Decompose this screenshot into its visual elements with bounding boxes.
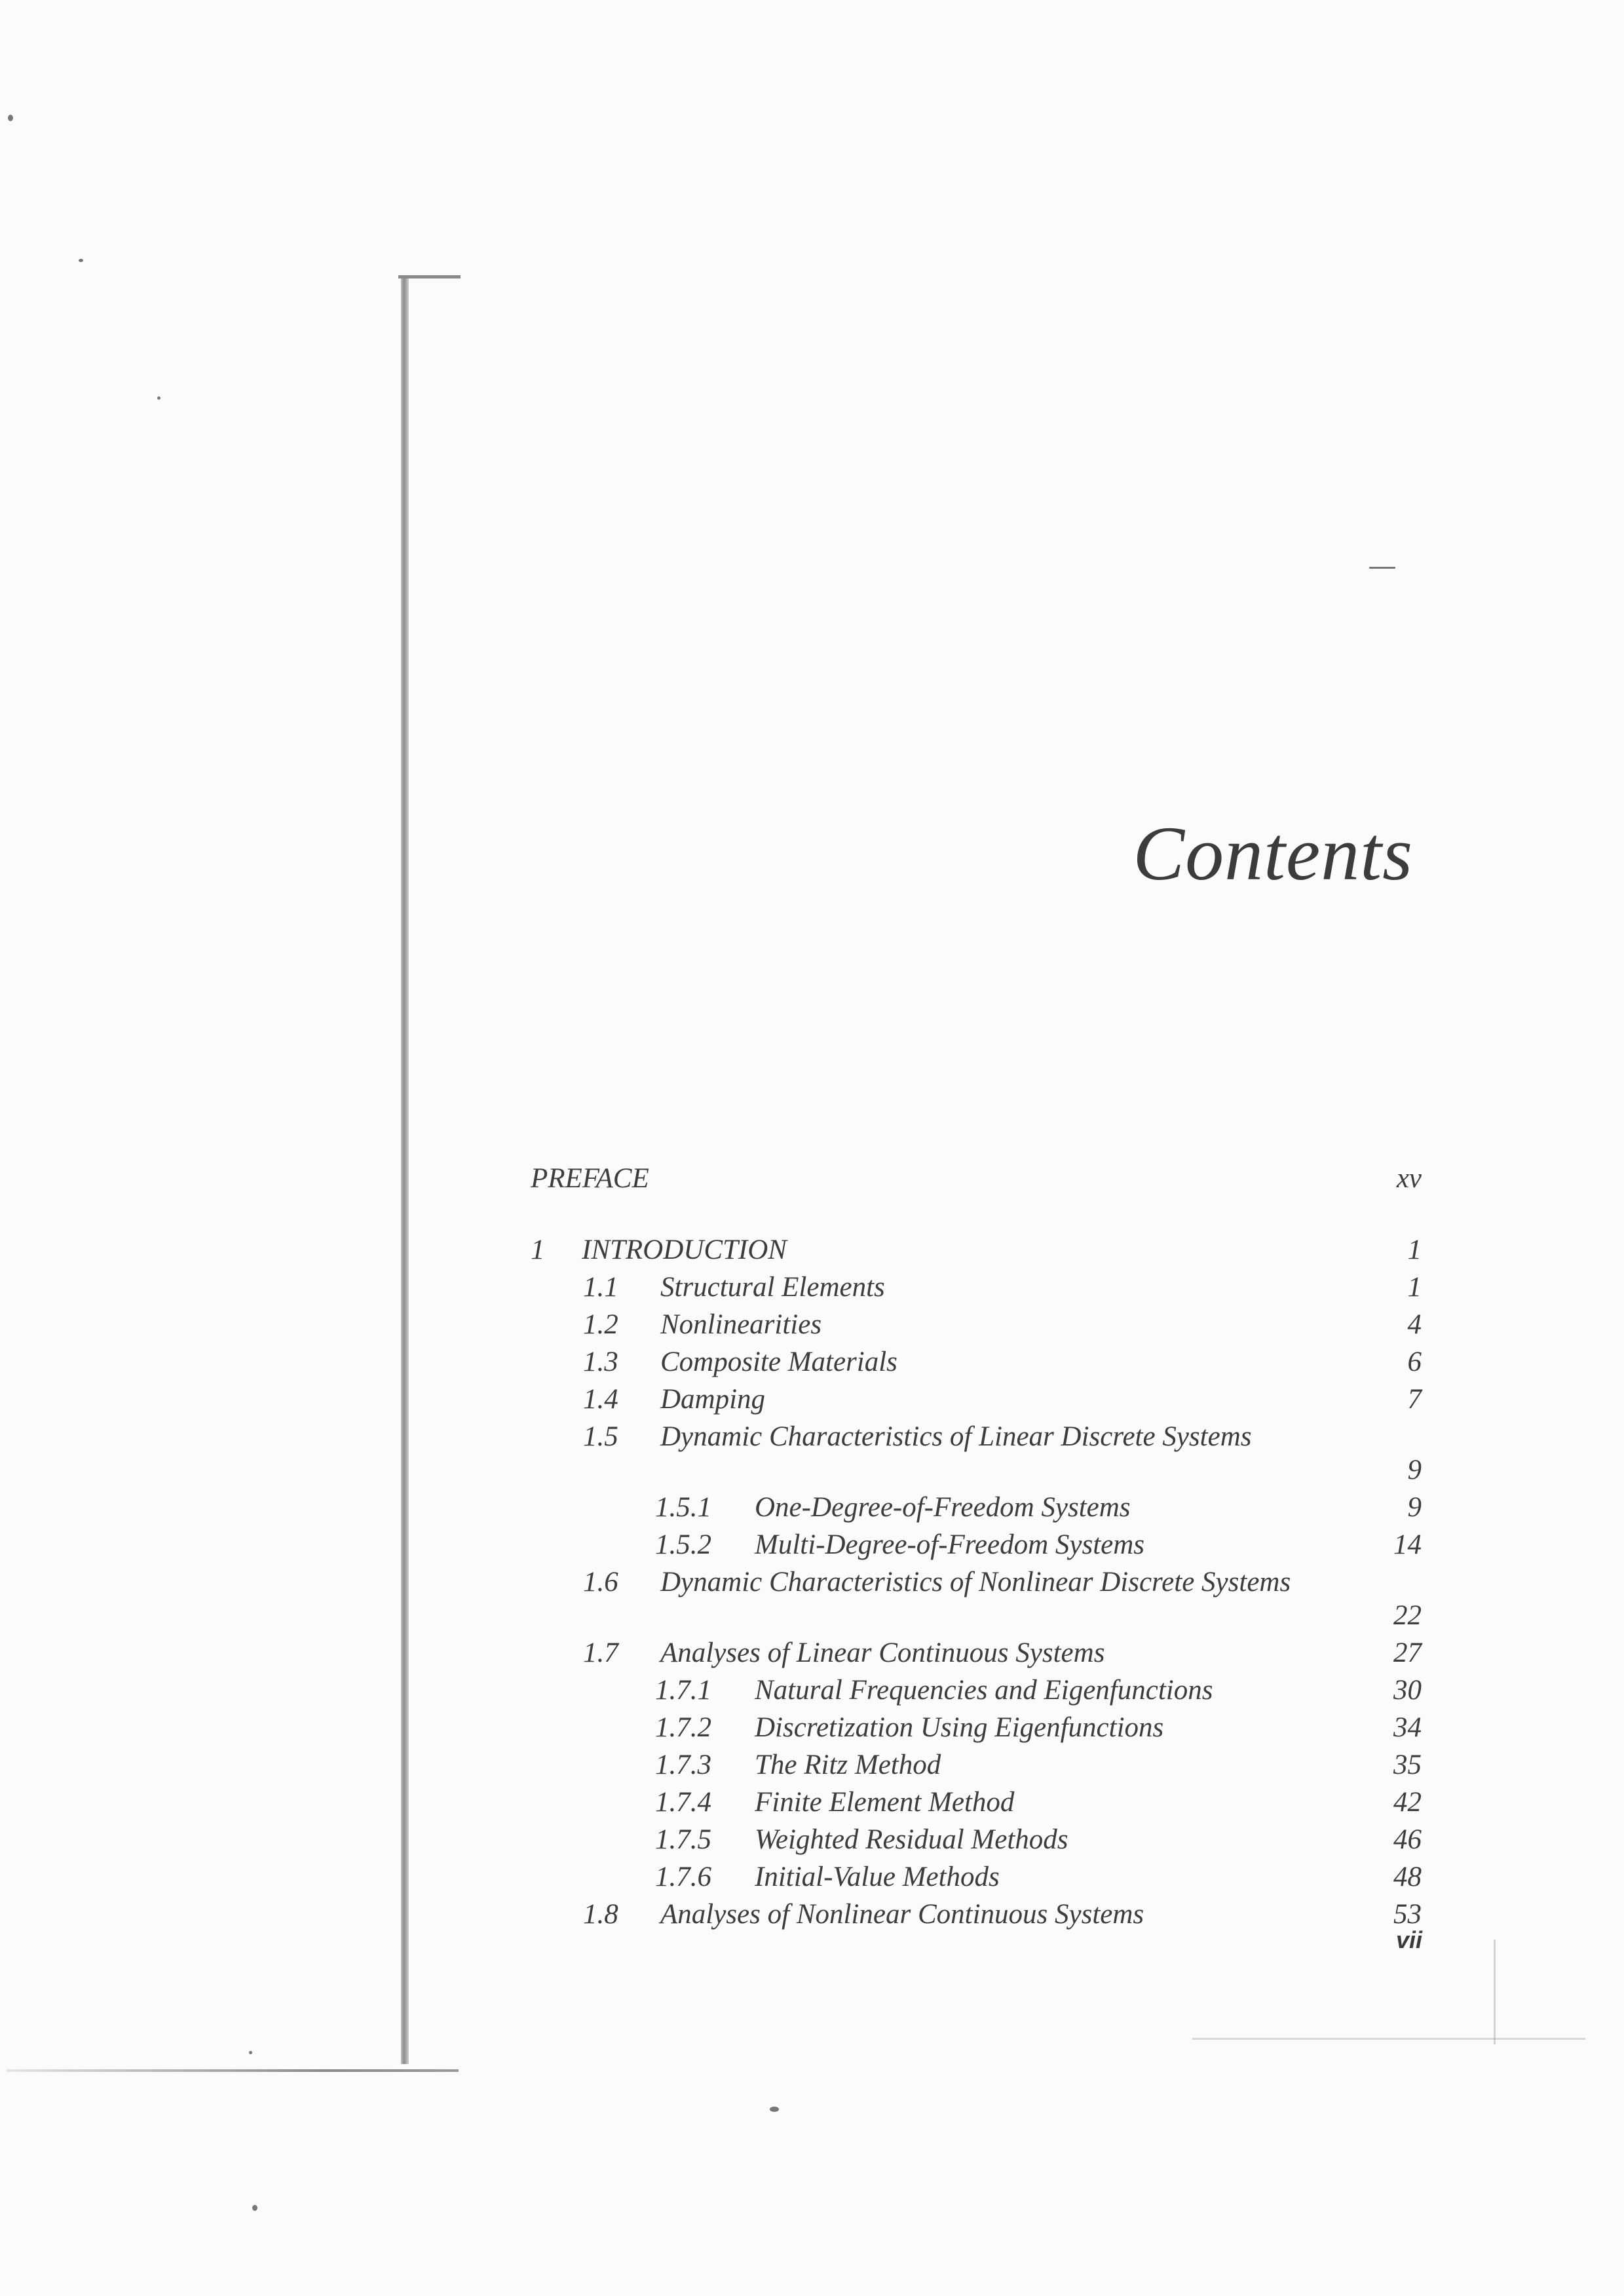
toc-entry [531,1746,1422,1784]
scan-binding-shadow [401,278,409,2064]
toc-entry [531,1526,1422,1563]
toc-entry-number: 1.8 [583,1899,618,1930]
toc-entry [531,1563,1422,1634]
toc-entry-number: 1.7 [583,1637,618,1668]
toc-entry-page: 14 [1393,1529,1422,1560]
toc-entry-title: One-Degree-of-Freedom Systems [755,1492,1131,1523]
page-title: Contents [1133,811,1413,896]
toc-entry-page: 53 [1393,1899,1422,1930]
table-of-contents [531,1160,1422,1933]
toc-entry-title: The Ritz Method [755,1750,941,1780]
scan-speck [157,396,161,400]
toc-entry-number: 1.5 [583,1421,618,1452]
toc-entry-page: xv [1396,1163,1422,1194]
toc-entry-page: 9 [1407,1492,1422,1523]
toc-entry-page: 46 [1393,1824,1422,1855]
toc-entry-page: 48 [1393,1862,1422,1892]
scan-edge-bottom-right [1192,2038,1585,2040]
toc-entry [531,1306,1422,1343]
toc-entry-page: 34 [1393,1712,1422,1743]
toc-entry [531,1709,1422,1746]
toc-entry [531,1231,1422,1269]
toc-entry-title: Structural Elements [660,1272,885,1303]
toc-entry-title: Composite Materials [660,1347,897,1377]
toc-entry [531,1489,1422,1526]
scan-speck [1369,567,1395,569]
scan-speck [252,2205,257,2211]
toc-entry [531,1784,1422,1821]
toc-entry-title: Analyses of Linear Continuous Systems [660,1637,1105,1668]
toc-entry-page: 30 [1393,1675,1422,1706]
toc-entry [531,1269,1422,1306]
toc-entry-title: Dynamic Characteristics of Nonlinear Discrete Systems [660,1567,1291,1598]
toc-entry-title: Finite Element Method [755,1787,1015,1818]
toc-entry [531,1858,1422,1896]
scan-speck [79,259,83,262]
toc-entry [531,1672,1422,1709]
toc-entry-number: 1.5.1 [655,1492,711,1523]
toc-entry [531,1634,1422,1672]
toc-entry-number: 1.6 [583,1567,618,1598]
scan-edge-right [1494,1940,1496,2044]
page-folio: vii [1395,1926,1422,1953]
toc-entry-title: Discretization Using Eigenfunctions [755,1712,1164,1743]
scan-speck [770,2107,779,2112]
toc-entry [531,1821,1422,1858]
toc-entry [531,1160,1422,1197]
toc-entry-title: Initial-Value Methods [755,1862,1000,1892]
toc-entry-number: 1.7.5 [655,1824,711,1855]
scan-edge-bottom [7,2069,459,2072]
toc-entry-number: 1.7.2 [655,1712,711,1743]
toc-entry-page: 6 [1407,1347,1422,1377]
toc-entry [531,1418,1422,1489]
toc-entry-title: Multi-Degree-of-Freedom Systems [755,1529,1145,1560]
scan-speck [8,115,13,121]
toc-entry-page: 4 [1407,1309,1422,1340]
toc-entry-number: 1.7.1 [655,1675,711,1706]
toc-entry-number: 1.2 [583,1309,618,1340]
toc-entry-title: PREFACE [531,1163,649,1194]
toc-entry-number: 1.7.6 [655,1862,711,1892]
toc-entry [531,1381,1422,1418]
toc-entry-title: Analyses of Nonlinear Continuous Systems [660,1899,1144,1930]
scan-speck [249,2051,252,2054]
toc-entry-number: 1.3 [583,1347,618,1377]
toc-entry-number: 1 [531,1234,545,1265]
toc-entry-title: Dynamic Characteristics of Linear Discrete Systems [660,1421,1252,1452]
toc-entry-page: 7 [1407,1384,1422,1415]
toc-entry-number: 1.7.4 [655,1787,711,1818]
toc-entry-title: Nonlinearities [660,1309,822,1340]
toc-entry-number: 1.5.2 [655,1529,711,1560]
toc-entry-title: Natural Frequencies and Eigenfunctions [755,1675,1213,1706]
toc-entry-page: 35 [1393,1750,1422,1780]
toc-entry-title: Weighted Residual Methods [755,1824,1068,1855]
toc-entry-page: 22 [1393,1600,1422,1631]
toc-entry-page: 9 [1407,1455,1422,1485]
toc-entry-page: 27 [1393,1637,1422,1668]
toc-entry-page: 1 [1407,1234,1422,1265]
toc-entry-title: Damping [660,1384,766,1415]
toc-entry-number: 1.7.3 [655,1750,711,1780]
toc-entry-number: 1.1 [583,1272,618,1303]
toc-entry-page: 42 [1393,1787,1422,1818]
toc-entry [531,1896,1422,1933]
toc-entry [531,1343,1422,1381]
toc-entry-number: 1.4 [583,1384,618,1415]
toc-entry-page: 1 [1407,1272,1422,1303]
toc-entry-title: INTRODUCTION [582,1234,787,1265]
